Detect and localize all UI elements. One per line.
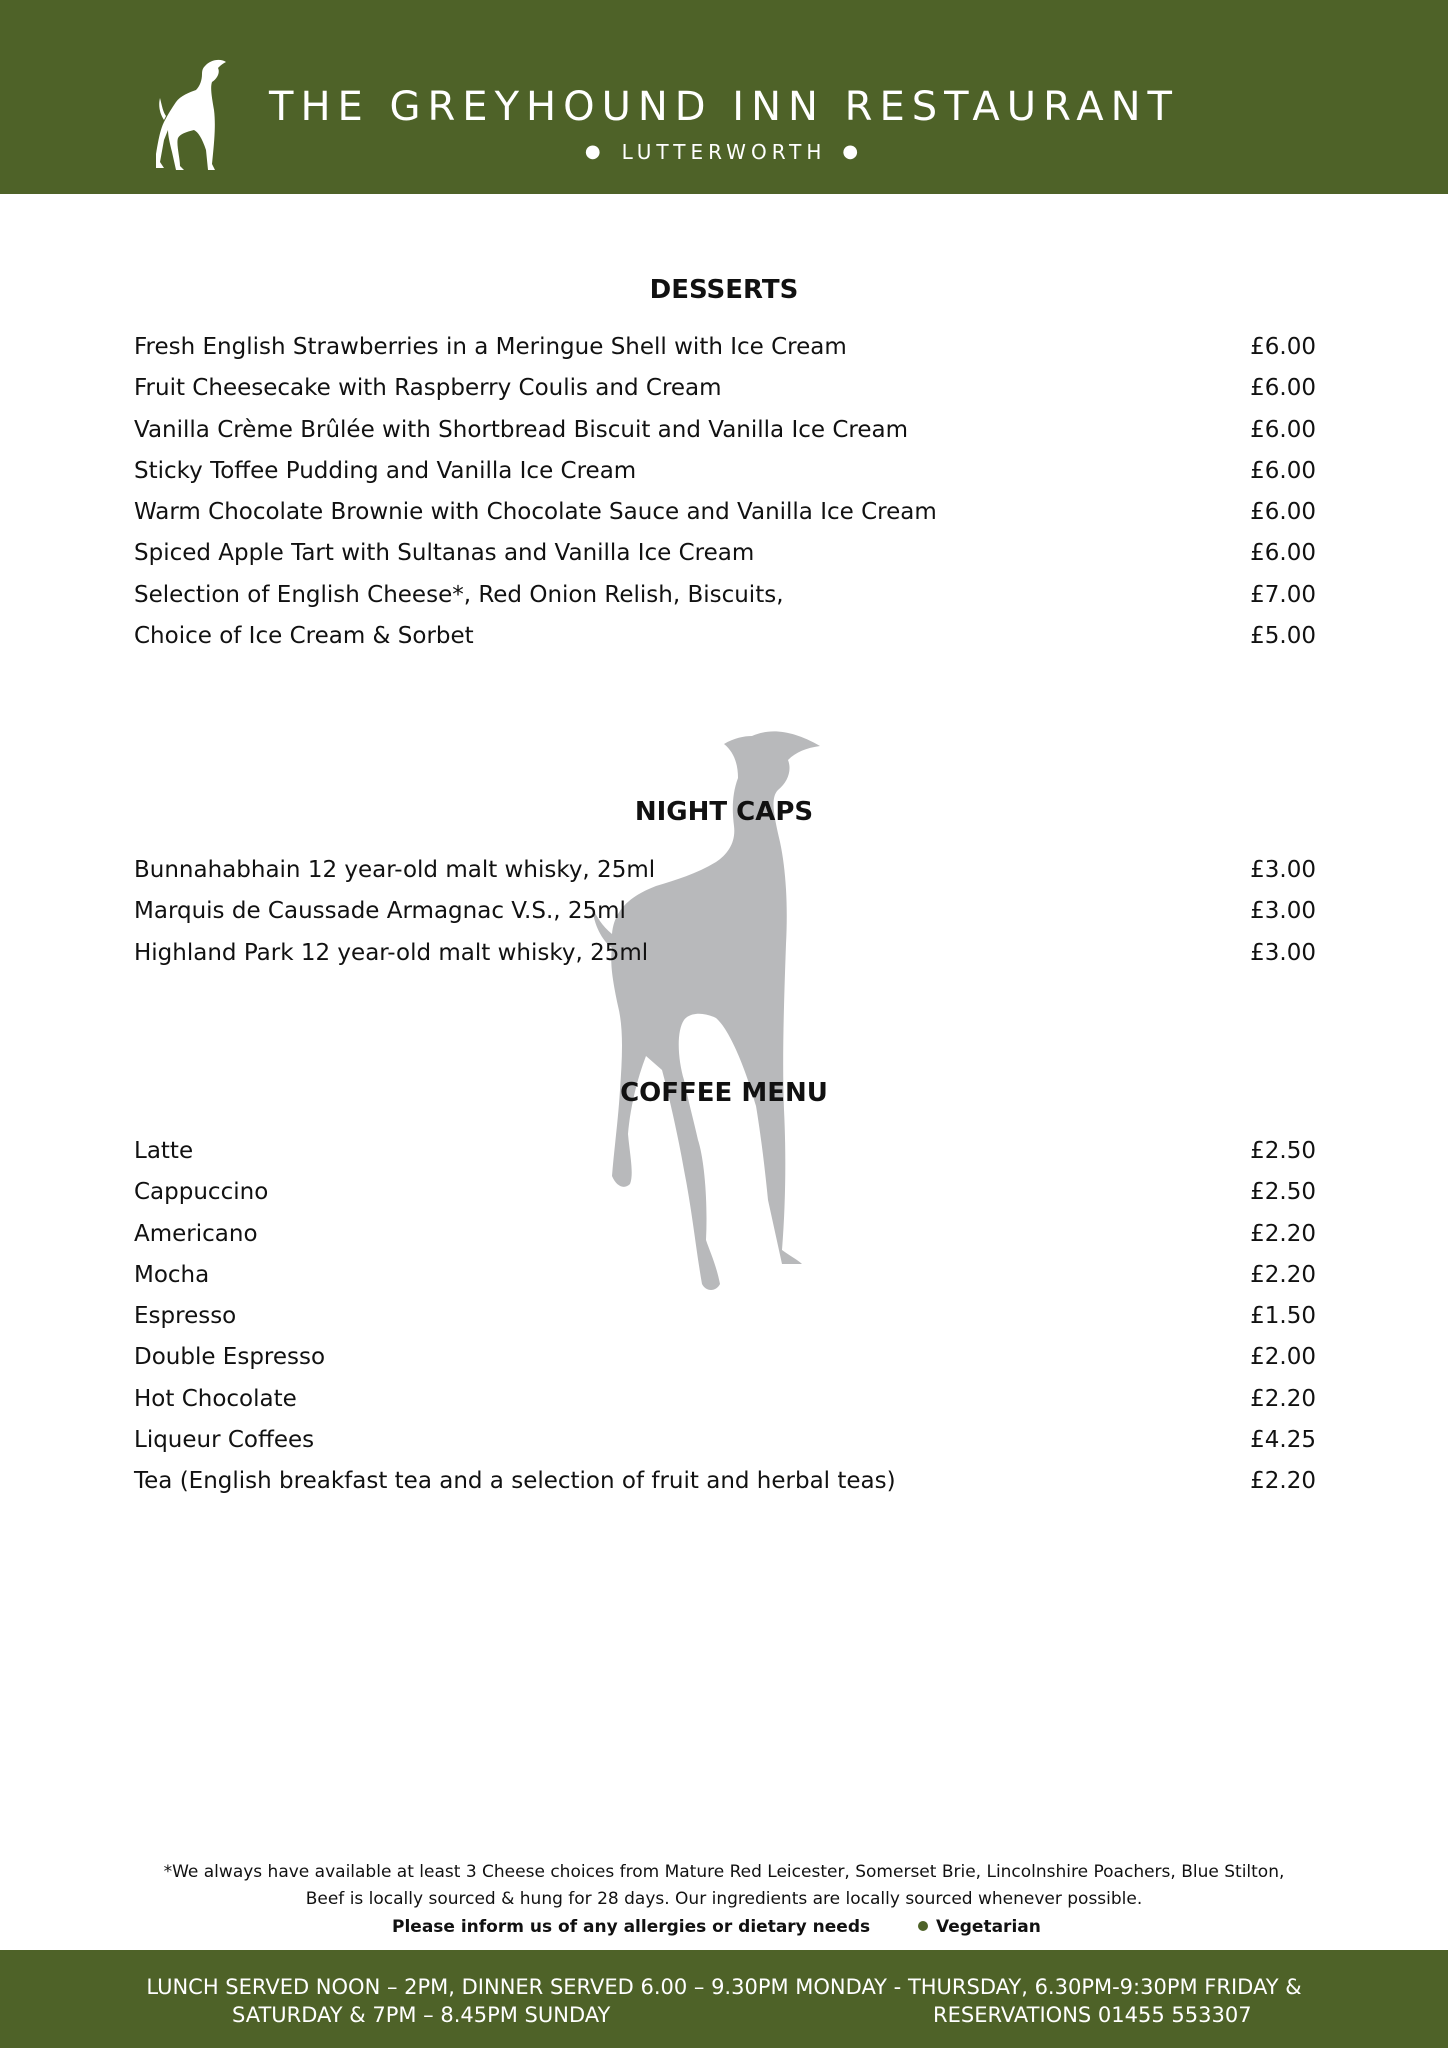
- menu-item: [134, 458, 1316, 499]
- opening-hours-line2: SATURDAY & 7PM – 8.45PM SUNDAY: [232, 2003, 611, 2027]
- menu-item: [134, 1221, 1316, 1262]
- item-price: £2.20: [1250, 1261, 1316, 1288]
- sourcing-footnote: Beef is locally sourced & hung for 28 days. Our ingredients are locally sourced whenever possible.: [305, 1889, 1143, 1909]
- location-line: [0, 140, 1448, 164]
- header-banner: [0, 0, 1448, 194]
- item-price: £2.50: [1250, 1179, 1316, 1206]
- menu-item: [134, 898, 1316, 939]
- item-price: £6.00: [1250, 499, 1316, 526]
- item-name: Bunnahabhain 12 year-old malt whisky, 25ml: [134, 857, 656, 883]
- menu-item: [134, 1386, 1316, 1427]
- item-price: £3.00: [1250, 939, 1316, 966]
- night-caps-list: [134, 857, 1316, 981]
- menu-item: [134, 1468, 1316, 1509]
- item-price: £3.00: [1250, 857, 1316, 883]
- item-price: £6.00: [1250, 457, 1316, 484]
- section-title-coffee: COFFEE MENU: [620, 1078, 828, 1108]
- desserts-list: [134, 334, 1316, 664]
- menu-item: [134, 582, 1316, 623]
- item-name: Espresso: [134, 1303, 237, 1330]
- item-name: Hot Chocolate: [134, 1385, 297, 1412]
- item-price: £5.00: [1250, 623, 1316, 650]
- item-price: £4.25: [1250, 1427, 1316, 1454]
- menu-item: [134, 1303, 1316, 1344]
- menu-item: [134, 417, 1316, 458]
- item-price: £6.00: [1250, 416, 1316, 443]
- opening-hours-line1: LUNCH SERVED NOON – 2PM, DINNER SERVED 6.00 – 9.30PM MONDAY - THURSDAY, 6.30PM-9:30PM FRIDAY &: [146, 1975, 1302, 1999]
- item-name: Choice of Ice Cream & Sorbet: [134, 623, 474, 650]
- item-name: Warm Chocolate Brownie with Chocolate Sauce and Vanilla Ice Cream: [134, 499, 937, 526]
- item-price: £2.50: [1250, 1138, 1316, 1164]
- footer-banner: [0, 1950, 1448, 2048]
- item-price: £2.00: [1250, 1344, 1316, 1371]
- item-name: Double Espresso: [134, 1344, 326, 1371]
- menu-item: [134, 334, 1316, 375]
- allergy-note: Please inform us of any allergies or dietary needs: [392, 1917, 871, 1937]
- reservations-phone: RESERVATIONS 01455 553307: [933, 2003, 1252, 2027]
- vegetarian-dot-icon: [918, 1921, 928, 1931]
- location-name: LUTTERWORTH: [621, 140, 827, 164]
- menu-item: [134, 1179, 1316, 1220]
- item-price: £1.50: [1250, 1303, 1316, 1330]
- item-price: £7.00: [1250, 581, 1316, 608]
- bullet-icon: ●: [584, 141, 606, 162]
- item-price: £6.00: [1250, 375, 1316, 402]
- item-name: Highland Park 12 year-old malt whisky, 25ml: [134, 939, 649, 966]
- item-name: Spiced Apple Tart with Sultanas and Vanilla Ice Cream: [134, 540, 755, 567]
- menu-item: [134, 1344, 1316, 1385]
- section-title-desserts: DESSERTS: [649, 275, 799, 305]
- item-name: Marquis de Caussade Armagnac V.S., 25ml: [134, 898, 626, 925]
- menu-item: [134, 499, 1316, 540]
- item-name: Cappuccino: [134, 1179, 269, 1206]
- menu-item: [134, 1138, 1316, 1179]
- item-price: £6.00: [1250, 334, 1316, 360]
- item-name: Mocha: [134, 1261, 210, 1288]
- menu-item: [134, 940, 1316, 981]
- item-name: Liqueur Coffees: [134, 1427, 315, 1454]
- item-name: Latte: [134, 1138, 194, 1164]
- item-name: Vanilla Crème Brûlée with Shortbread Biscuit and Vanilla Ice Cream: [134, 416, 908, 443]
- item-name: Sticky Toffee Pudding and Vanilla Ice Cream: [134, 457, 637, 484]
- item-price: £2.20: [1250, 1385, 1316, 1412]
- item-name: Americano: [134, 1220, 258, 1247]
- vegetarian-key: [918, 1917, 1041, 1937]
- coffee-list: [134, 1138, 1316, 1510]
- restaurant-name: THE GREYHOUND INN RESTAURANT: [269, 84, 1179, 130]
- menu-item: [134, 623, 1316, 664]
- item-name: Fruit Cheesecake with Raspberry Coulis and Cream: [134, 375, 722, 402]
- menu-item: [134, 1427, 1316, 1468]
- item-price: £3.00: [1250, 898, 1316, 925]
- bullet-icon: ●: [842, 141, 864, 162]
- section-title-night-caps: NIGHT CAPS: [634, 797, 814, 827]
- menu-item: [134, 1262, 1316, 1303]
- item-price: £2.20: [1250, 1220, 1316, 1247]
- item-price: £2.20: [1250, 1468, 1316, 1495]
- menu-item: [134, 540, 1316, 581]
- item-name: Tea (English breakfast tea and a selection of fruit and herbal teas): [134, 1468, 896, 1495]
- item-price: £6.00: [1250, 540, 1316, 567]
- vegetarian-label: Vegetarian: [936, 1917, 1041, 1937]
- cheese-footnote: *We always have available at least 3 Cheese choices from Mature Red Leicester, Somerset Brie, Lincolnshire Poachers, Blue Stilton,: [163, 1862, 1285, 1882]
- menu-item: [134, 375, 1316, 416]
- item-name: Selection of English Cheese*, Red Onion Relish, Biscuits,: [134, 581, 784, 608]
- menu-item: [134, 857, 1316, 898]
- item-name: Fresh English Strawberries in a Meringue Shell with Ice Cream: [134, 334, 847, 360]
